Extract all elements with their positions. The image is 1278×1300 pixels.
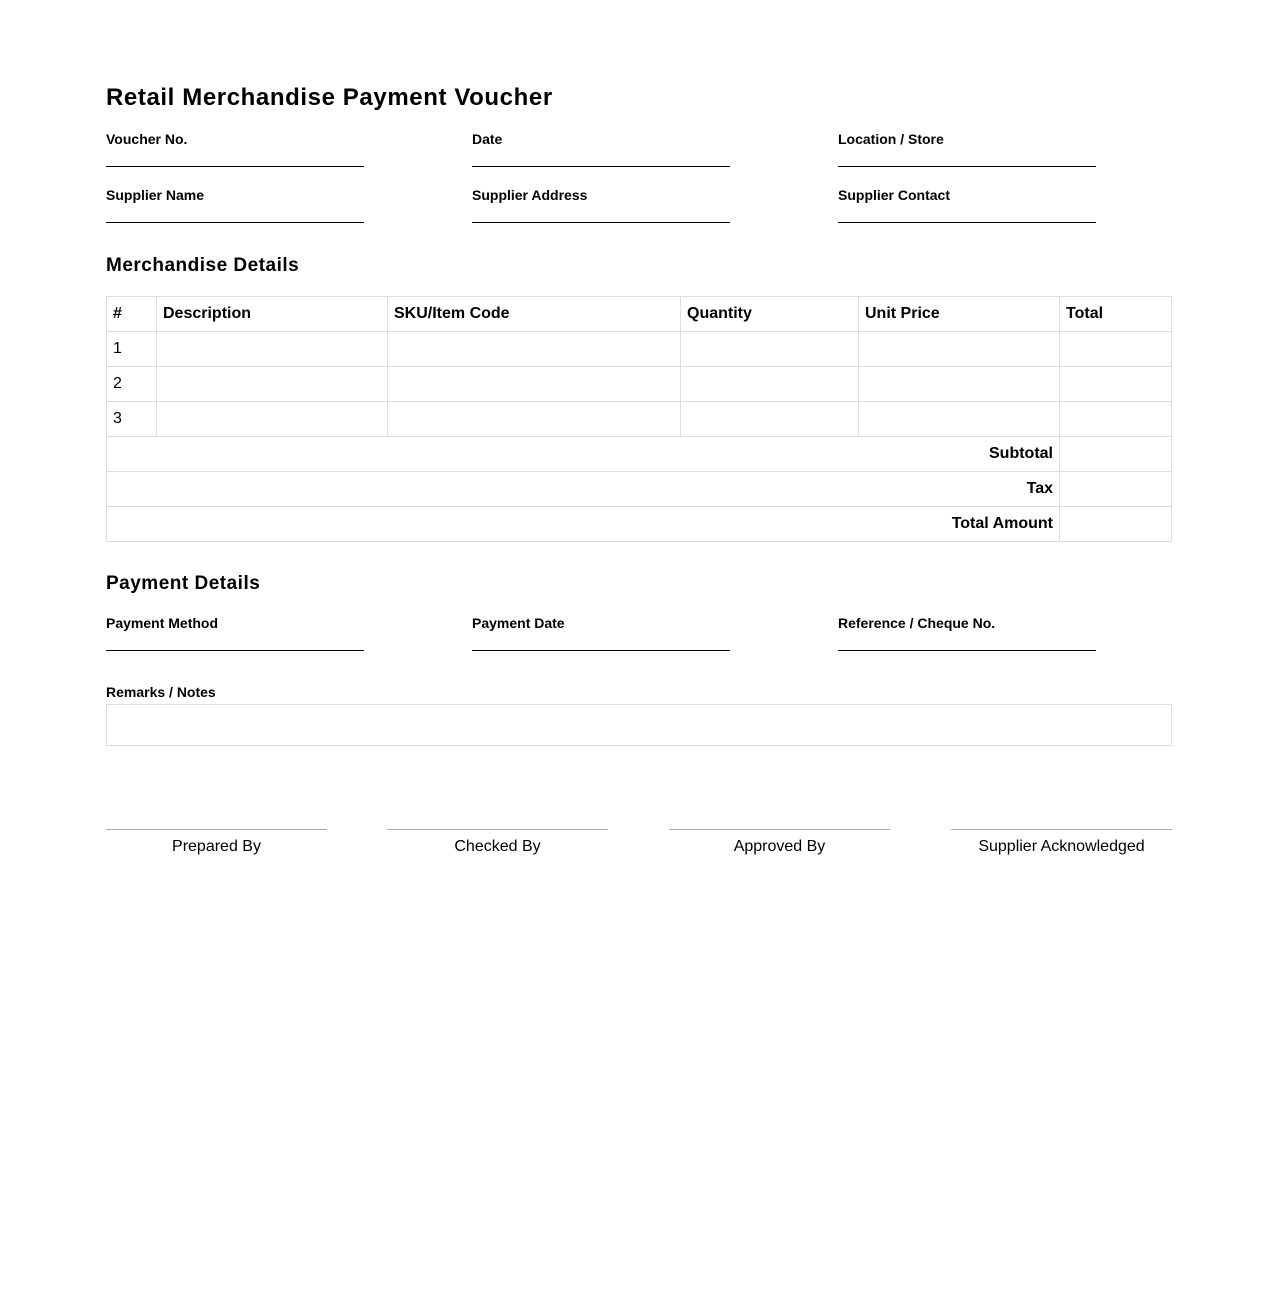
field-underline [106, 650, 364, 651]
field-label: Payment Date [472, 615, 565, 631]
signature-prepared-by[interactable] [106, 829, 327, 856]
table-row [107, 367, 1172, 402]
merchandise-table [106, 296, 1172, 542]
field-label: Payment Method [106, 615, 219, 631]
payment-date-field[interactable] [472, 614, 730, 632]
table-header-row [107, 297, 1172, 332]
row-number: 2 [107, 367, 157, 402]
description-cell[interactable] [157, 332, 388, 367]
signature-line [106, 829, 327, 830]
col-header-number: # [107, 297, 157, 332]
field-label: Supplier Address [472, 187, 588, 203]
field-label: Voucher No. [106, 131, 188, 147]
field-underline [472, 166, 730, 167]
col-header-total: Total [1060, 297, 1172, 332]
quantity-cell[interactable] [681, 367, 859, 402]
total-cell[interactable] [1060, 367, 1172, 402]
signature-line [387, 829, 608, 830]
col-header-unit-price: Unit Price [859, 297, 1060, 332]
signature-label: Prepared By [172, 838, 261, 855]
tax-label: Tax [107, 472, 1060, 507]
sku-cell[interactable] [388, 332, 681, 367]
field-underline [838, 222, 1096, 223]
signature-supplier-acknowledged[interactable] [951, 829, 1172, 856]
field-underline [838, 650, 1096, 651]
merchandise-heading: Merchandise Details [106, 255, 300, 276]
signature-label: Checked By [454, 838, 541, 855]
table-row [107, 332, 1172, 367]
payment-heading: Payment Details [106, 573, 261, 594]
supplier-address-field[interactable] [472, 186, 730, 204]
field-underline [472, 222, 730, 223]
signature-label: Approved By [733, 838, 826, 855]
location-store-field[interactable] [838, 130, 1096, 148]
table-row [107, 402, 1172, 437]
field-underline [106, 222, 364, 223]
sku-cell[interactable] [388, 367, 681, 402]
payment-method-field[interactable] [106, 614, 364, 632]
date-field[interactable] [472, 130, 730, 148]
quantity-cell[interactable] [681, 332, 859, 367]
field-label: Date [472, 131, 503, 147]
remarks-textarea[interactable] [106, 704, 1172, 746]
unit-price-cell[interactable] [859, 332, 1060, 367]
tax-value[interactable] [1060, 472, 1172, 507]
col-header-description: Description [157, 297, 388, 332]
signature-line [951, 829, 1172, 830]
row-number: 1 [107, 332, 157, 367]
signature-label: Supplier Acknowledged [978, 838, 1145, 855]
unit-price-cell[interactable] [859, 402, 1060, 437]
col-header-sku: SKU/Item Code [388, 297, 681, 332]
row-number: 3 [107, 402, 157, 437]
col-header-quantity: Quantity [681, 297, 859, 332]
field-underline [106, 166, 364, 167]
signature-line [669, 829, 890, 830]
total-cell[interactable] [1060, 402, 1172, 437]
quantity-cell[interactable] [681, 402, 859, 437]
subtotal-value[interactable] [1060, 437, 1172, 472]
remarks-label: Remarks / Notes [106, 684, 216, 700]
voucher-no-field[interactable] [106, 130, 364, 148]
tax-row [107, 472, 1172, 507]
total-cell[interactable] [1060, 332, 1172, 367]
description-cell[interactable] [157, 367, 388, 402]
subtotal-label: Subtotal [107, 437, 1060, 472]
field-underline [838, 166, 1096, 167]
unit-price-cell[interactable] [859, 367, 1060, 402]
sku-cell[interactable] [388, 402, 681, 437]
description-cell[interactable] [157, 402, 388, 437]
subtotal-row [107, 437, 1172, 472]
field-label: Location / Store [838, 131, 944, 147]
page-title: Retail Merchandise Payment Voucher [106, 84, 553, 111]
total-amount-value[interactable] [1060, 507, 1172, 542]
signature-approved-by[interactable] [669, 829, 890, 856]
field-underline [472, 650, 730, 651]
reference-cheque-field[interactable] [838, 614, 1096, 632]
supplier-contact-field[interactable] [838, 186, 1096, 204]
total-amount-label: Total Amount [107, 507, 1060, 542]
total-amount-row [107, 507, 1172, 542]
supplier-name-field[interactable] [106, 186, 364, 204]
field-label: Supplier Contact [838, 187, 951, 203]
field-label: Supplier Name [106, 187, 205, 203]
field-label: Reference / Cheque No. [838, 615, 996, 631]
signature-checked-by[interactable] [387, 829, 608, 856]
